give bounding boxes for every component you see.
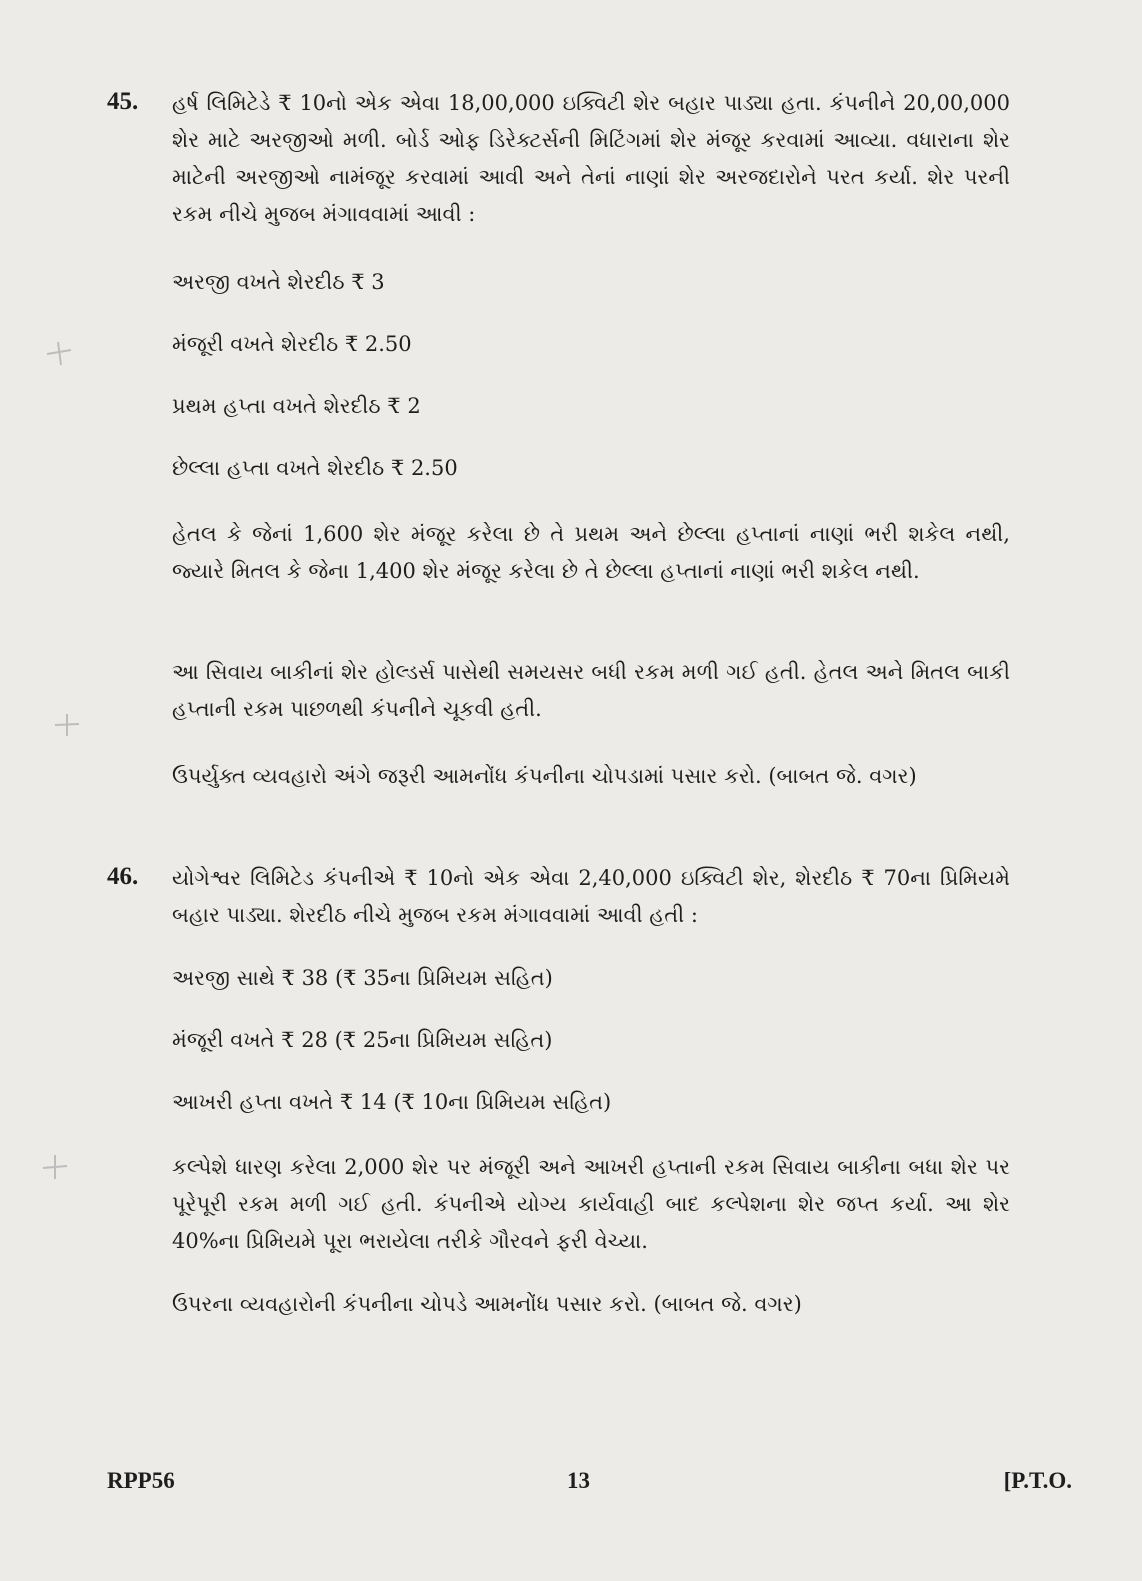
staple-mark-icon bbox=[52, 710, 82, 740]
question-number: 46. bbox=[107, 863, 139, 890]
question-body bbox=[172, 860, 1010, 934]
paper-code: RPP56 bbox=[107, 1468, 175, 1493]
call-item: પ્રથમ હપ્તા વખતે શેરદીઠ ₹ 2 bbox=[172, 394, 421, 418]
call-item: મંજૂરી વખતે ₹ 28 (₹ 25ના પ્રિમિયમ સહિત) bbox=[172, 1028, 553, 1052]
please-turn-over: [P.T.O. bbox=[1003, 1468, 1072, 1493]
instruction-text: ઉપરના વ્યવહારોની કંપનીના ચોપડે આમનોંધ પસાર કરો. (બાબત જે. વગર) bbox=[172, 1292, 802, 1316]
page-footer bbox=[0, 1468, 1142, 1502]
page-number: 13 bbox=[567, 1468, 590, 1493]
paragraph bbox=[172, 1149, 1010, 1260]
staple-mark-icon bbox=[40, 1152, 70, 1182]
call-item: અરજી સાથે ₹ 38 (₹ 35ના પ્રિમિયમ સહિત) bbox=[172, 966, 553, 990]
question-intro: હર્ષ લિમિટેડે ₹ 10નો એક એવા 18,00,000 ઇક્વિટી શેર બહાર પાડ્યા હતા. કંપનીને 20,00,000 શેર માટે અરજીઓ મળી. બોર્ડ ઓફ ડિરેક્ટર્સની મિટિંગમાં શેર મંજૂર કરવામાં આવ્યા. વધારાના શેર માટેની અરજીઓ નામંજૂર કરવામાં આવી અને તેનાં નાણાં શેર અરજદારોને પરત કર્યા. શેર પરની રકમ નીચે મુજબ મંગાવવામાં આવી : bbox=[172, 91, 1010, 226]
instruction bbox=[172, 758, 1010, 795]
paragraph-text: આ સિવાય બાકીનાં શેર હોલ્ડર્સ પાસેથી સમયસર બધી રકમ મળી ગઈ હતી. હેતલ અને મિતલ બાકી હપ્તાની રકમ પાછળથી કંપનીને ચૂકવી હતી. bbox=[172, 660, 1010, 721]
call-item: છેલ્લા હપ્તા વખતે શેરદીઠ ₹ 2.50 bbox=[172, 456, 458, 480]
call-item: આખરી હપ્તા વખતે ₹ 14 (₹ 10ના પ્રિમિયમ સહિત) bbox=[172, 1090, 612, 1114]
staple-mark-icon bbox=[44, 338, 74, 368]
instruction-text: ઉપર્યુક્ત વ્યવહારો અંગે જરૂરી આમનોંધ કંપનીના ચોપડામાં પસાર કરો. (બાબત જે. વગર) bbox=[172, 764, 917, 788]
paragraph bbox=[172, 654, 1010, 728]
question-intro: યોગેશ્વર લિમિટેડ કંપનીએ ₹ 10નો એક એવા 2,40,000 ઇક્વિટી શેર, શેરદીઠ ₹ 70ના પ્રિમિયમે બહાર પાડ્યા. શેરદીઠ નીચે મુજબ રકમ મંગાવવામાં આવી હતી : bbox=[172, 866, 1010, 927]
paragraph-text: હેતલ કે જેનાં 1,600 શેર મંજૂર કરેલા છે તે પ્રથમ અને છેલ્લા હપ્તાનાં નાણાં ભરી શકેલ નથી, જ્યારે મિતલ કે જેના 1,400 શેર મંજૂર કરેલા છે તે છેલ્લા હપ્તાનાં નાણાં ભરી શકેલ નથી. bbox=[172, 522, 1010, 583]
question-body bbox=[172, 85, 1010, 233]
call-list bbox=[172, 960, 1010, 1121]
paragraph-text: કલ્પેશે ધારણ કરેલા 2,000 શેર પર મંજૂરી અને આખરી હપ્તાની રકમ સિવાય બાકીના બધા શેર પર પૂરેપૂરી રકમ મળી ગઈ હતી. કંપનીએ યોગ્ય કાર્યવાહી બાદ કલ્પેશના શેર જપ્ત કર્યા. આ શેર 40%ના પ્રિમિયમે પૂરા ભરાયેલા તરીકે ગૌરવને ફરી વેચ્યા. bbox=[172, 1155, 1010, 1253]
question-number: 45. bbox=[107, 88, 139, 115]
paragraph bbox=[172, 516, 1010, 590]
call-item: અરજી વખતે શેરદીઠ ₹ 3 bbox=[172, 270, 385, 294]
call-item: મંજૂરી વખતે શેરદીઠ ₹ 2.50 bbox=[172, 332, 412, 356]
call-list bbox=[172, 264, 1010, 487]
instruction bbox=[172, 1286, 1010, 1323]
